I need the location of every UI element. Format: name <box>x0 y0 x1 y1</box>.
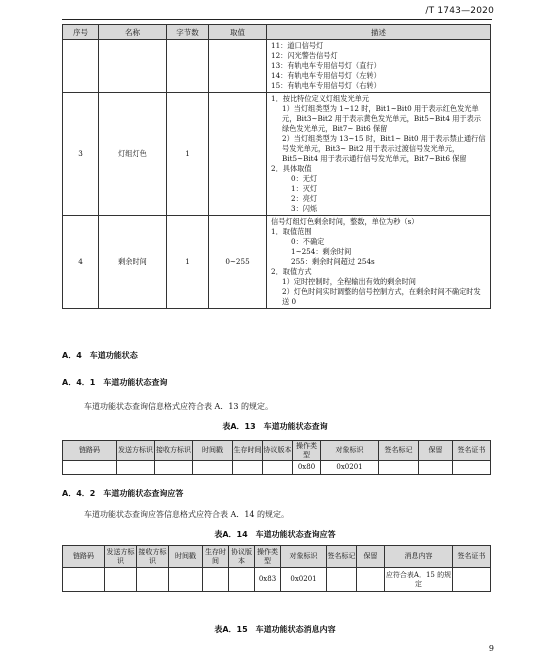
table-a12-continued <box>62 24 491 309</box>
cell <box>155 461 193 475</box>
table-header-row <box>63 546 491 568</box>
col-header-no: 序号 <box>63 25 99 40</box>
col-header-reserved: 保留 <box>419 441 453 461</box>
table-header-row <box>63 441 491 461</box>
desc-line: 1）定时控制时，全程输出有效的剩余时间 <box>282 277 416 286</box>
col-header-receiver-id: 接收方标识 <box>155 441 193 461</box>
col-header-op-type: 操作类型 <box>293 441 321 461</box>
col-header-sign-cert: 签名证书 <box>453 441 491 461</box>
table-row <box>63 461 491 475</box>
col-header-op-type: 操作类型 <box>255 546 281 568</box>
desc-line: 1．按比特位定义灯组发光单元 <box>271 94 370 103</box>
cell <box>327 568 357 592</box>
cell <box>63 461 117 475</box>
col-header-message-content: 消息内容 <box>385 546 453 568</box>
cell-object-id: 0x0201 <box>281 568 327 592</box>
table-a14-caption: 表A．14 车道功能状态查询应答 <box>214 530 336 539</box>
desc-line: 2．取值方式 <box>271 267 312 276</box>
cell <box>263 461 293 475</box>
col-header-ttl: 生存时间 <box>203 546 229 568</box>
col-header-protocol-version: 协议版本 <box>229 546 255 568</box>
col-header-timestamp: 时间戳 <box>169 546 203 568</box>
desc-line: 信号灯组灯色剩余时间，整数，单位为秒（s） <box>271 217 419 226</box>
col-header-sender-id: 发送方标识 <box>117 441 155 461</box>
desc-line: 1：灭灯 <box>291 184 318 193</box>
cell-name: 灯组灯色 <box>99 93 167 216</box>
cell <box>105 568 137 592</box>
col-header-timestamp: 时间戳 <box>193 441 233 461</box>
desc-line: 14：有轨电车专用信号灯（左转） <box>271 71 381 80</box>
paragraph-a42: 车道功能状态查询应答信息格式应符合表 A．14 的规定。 <box>84 510 290 519</box>
section-heading-a4: A．4 车道功能状态 <box>62 351 138 360</box>
cell-value <box>209 93 267 216</box>
col-header-ttl: 生存时间 <box>233 441 263 461</box>
table-row <box>63 216 491 309</box>
col-header-bytes: 字节数 <box>167 25 209 40</box>
cell <box>453 461 491 475</box>
cell-no: 4 <box>63 216 99 309</box>
col-header-sign-flag: 签名标记 <box>379 441 419 461</box>
table-a14 <box>62 545 491 592</box>
desc-line: 2：亮灯 <box>291 194 318 203</box>
table-a13-caption: 表A．13 车道功能状态查询 <box>222 422 328 431</box>
paragraph-a41: 车道功能状态查询信息格式应符合表 A．13 的规定。 <box>84 402 274 411</box>
desc-line: 1）当灯组类型为 1~12 时，Bit1~Bit0 用于表示红色发光单元，Bit3~Bit2 用于表示黄色发光单元，Bit5~Bit4 用于表示绿色发光单元，Bit7~ Bit6 保留 <box>282 104 481 133</box>
col-header-receiver-id: 接收方标识 <box>137 546 169 568</box>
desc-line: 0：不确定 <box>291 237 325 246</box>
col-header-desc: 描述 <box>267 25 491 40</box>
page-number: 9 <box>488 644 494 653</box>
desc-line: 0：无灯 <box>291 174 318 183</box>
col-header-sign-cert: 签名证书 <box>453 546 491 568</box>
col-header-sign-flag: 签名标记 <box>327 546 357 568</box>
table-a15-caption: 表A．15 车道功能状态消息内容 <box>214 625 336 634</box>
cell <box>137 568 169 592</box>
table-row <box>63 568 491 592</box>
cell-desc <box>267 40 491 93</box>
col-header-name: 名称 <box>99 25 167 40</box>
section-heading-a41: A．4．1 车道功能状态查询 <box>62 378 168 387</box>
cell <box>169 568 203 592</box>
cell-desc <box>267 93 491 216</box>
col-header-reserved: 保留 <box>357 546 385 568</box>
cell-bytes: 1 <box>167 93 209 216</box>
cell-object-id: 0x0201 <box>321 461 379 475</box>
desc-line: 1．取值范围 <box>271 227 312 236</box>
desc-line: 2）当灯组类型为 13~15 时，Bit1~ Bit0 用于表示禁止通行信号发光单元，Bit3~ Bit2 用于表示过渡信号发光单元，Bit5~Bit4 用于表示通行信号发光单元，Bit7~Bit6 保留 <box>282 134 486 163</box>
table-row-partial <box>63 40 491 93</box>
desc-line: 255：剩余时间超过 254s <box>291 257 375 266</box>
desc-line: 3：闪烁 <box>291 204 318 213</box>
desc-line: 2）灯色时间实时调整的信号控制方式，在剩余时间不确定时发送 0 <box>282 287 481 306</box>
table-row <box>63 93 491 216</box>
cell-desc <box>267 216 491 309</box>
desc-line: 1~254：剩余时间 <box>291 247 352 256</box>
cell <box>203 568 229 592</box>
desc-line: 2．具体取值 <box>271 164 312 173</box>
section-heading-a42: A．4．2 车道功能状态查询应答 <box>62 489 184 498</box>
cell-name: 剩余时间 <box>99 216 167 309</box>
cell-value <box>209 40 267 93</box>
cell-op-type: 0x80 <box>293 461 321 475</box>
cell <box>117 461 155 475</box>
cell-bytes <box>167 40 209 93</box>
cell <box>379 461 419 475</box>
header-rule <box>62 19 492 20</box>
cell-name <box>99 40 167 93</box>
col-header-sender-id: 发送方标识 <box>105 546 137 568</box>
cell <box>193 461 233 475</box>
cell <box>453 568 491 592</box>
cell <box>357 568 385 592</box>
cell <box>233 461 263 475</box>
cell-op-type: 0x83 <box>255 568 281 592</box>
col-header-link-code: 链路码 <box>63 441 117 461</box>
cell <box>419 461 453 475</box>
col-header-link-code: 链路码 <box>63 546 105 568</box>
table-header-row <box>63 25 491 40</box>
standard-number: /T 1743—2020 <box>425 6 494 16</box>
cell <box>63 568 105 592</box>
col-header-protocol-version: 协议版本 <box>263 441 293 461</box>
cell-no: 3 <box>63 93 99 216</box>
cell-value: 0~255 <box>209 216 267 309</box>
cell-bytes: 1 <box>167 216 209 309</box>
table-a13 <box>62 440 491 475</box>
cell-no <box>63 40 99 93</box>
cell <box>229 568 255 592</box>
desc-line: 12：闪光警告信号灯 <box>271 51 338 60</box>
desc-line: 13：有轨电车专用信号灯（直行） <box>271 61 381 70</box>
col-header-value: 取值 <box>209 25 267 40</box>
cell-message-content: 应符合表A．15 的规定 <box>385 568 453 592</box>
col-header-object-id: 对象标识 <box>321 441 379 461</box>
desc-line: 15：有轨电车专用信号灯（右转） <box>271 81 381 90</box>
desc-line: 11：道口信号灯 <box>271 41 324 50</box>
col-header-object-id: 对象标识 <box>281 546 327 568</box>
